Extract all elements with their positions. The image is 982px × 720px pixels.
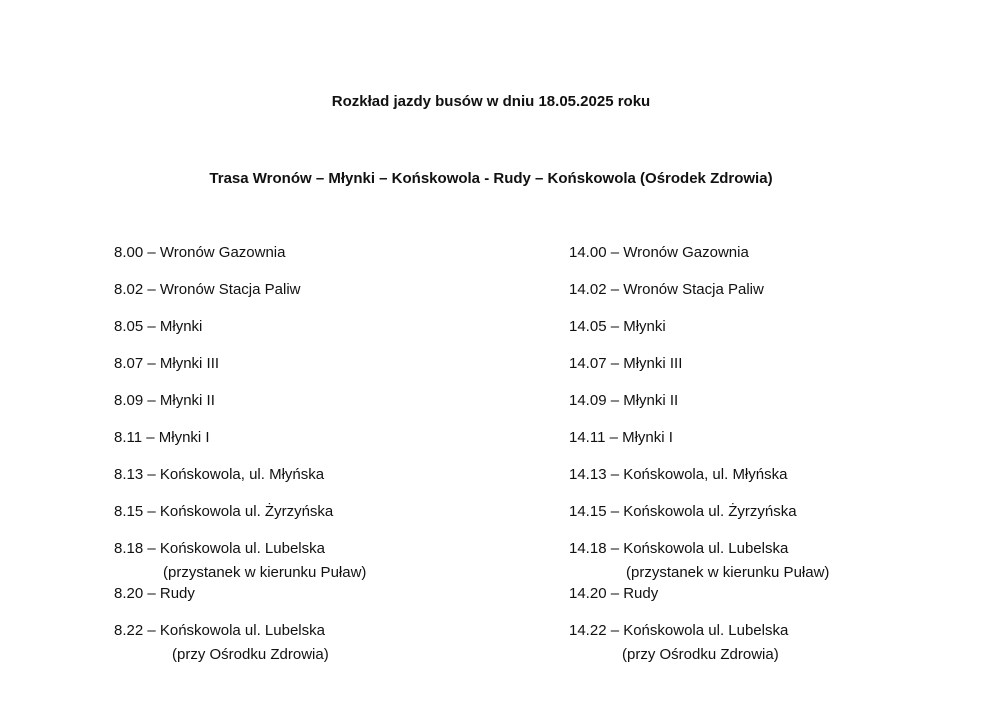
entry-note: (przy Ośrodku Zdrowia)	[172, 646, 329, 663]
entry-text: 8.09 – Młynki II	[114, 392, 215, 409]
entry-text: 8.18 – Końskowola ul. Lubelska	[114, 540, 325, 557]
entry-text: 8.00 – Wronów Gazownia	[114, 244, 286, 261]
schedule-entry	[114, 318, 534, 336]
schedule-entry	[114, 585, 534, 603]
schedule-entry	[114, 429, 534, 447]
entry-note: (przy Ośrodku Zdrowia)	[622, 646, 779, 663]
route-heading: Trasa Wronów – Młynki – Końskowola - Rudy – Końskowola (Ośrodek Zdrowia)	[209, 170, 773, 187]
morning-schedule	[114, 244, 534, 664]
afternoon-schedule	[569, 244, 969, 664]
schedule-entry	[569, 429, 969, 447]
schedule-entry	[114, 392, 534, 410]
entry-text: 14.07 – Młynki III	[569, 355, 683, 372]
schedule-entry	[569, 281, 969, 299]
entry-text: 14.09 – Młynki II	[569, 392, 679, 409]
schedule-entry	[114, 466, 534, 484]
entry-text: 14.18 – Końskowola ul. Lubelska	[569, 540, 789, 557]
entry-text: 8.11 – Młynki I	[114, 429, 210, 446]
entry-note: (przystanek w kierunku Puław)	[163, 564, 367, 581]
schedule-entry	[569, 466, 969, 484]
entry-text: 8.07 – Młynki III	[114, 355, 220, 372]
schedule-entry	[569, 540, 969, 582]
schedule-entry	[569, 318, 969, 336]
schedule-entry	[114, 281, 534, 299]
entry-text: 14.05 – Młynki	[569, 318, 666, 335]
entry-text: 8.05 – Młynki	[114, 318, 203, 335]
entry-text: 14.13 – Końskowola, ul. Młyńska	[569, 466, 788, 483]
schedule-entry	[114, 355, 534, 373]
schedule-entry	[114, 622, 534, 664]
entry-text: 14.20 – Rudy	[569, 585, 659, 602]
schedule-entry	[114, 540, 534, 582]
schedule-entry	[114, 244, 534, 262]
entry-text: 14.11 – Młynki I	[569, 429, 673, 446]
schedule-entry	[569, 585, 969, 603]
entry-text: 14.00 – Wronów Gazownia	[569, 244, 749, 261]
entry-text: 8.22 – Końskowola ul. Lubelska	[114, 622, 325, 639]
entry-text: 8.02 – Wronów Stacja Paliw	[114, 281, 301, 298]
entry-text: 14.22 – Końskowola ul. Lubelska	[569, 622, 789, 639]
entry-note: (przystanek w kierunku Puław)	[626, 564, 830, 581]
entry-text: 8.20 – Rudy	[114, 585, 195, 602]
entry-text: 8.15 – Końskowola ul. Żyrzyńska	[114, 503, 334, 520]
schedule-entry	[569, 244, 969, 262]
schedule-entry	[569, 355, 969, 373]
schedule-entry	[569, 503, 969, 521]
entry-text: 8.13 – Końskowola, ul. Młyńska	[114, 466, 325, 483]
schedule-entry	[569, 392, 969, 410]
entry-text: 14.02 – Wronów Stacja Paliw	[569, 281, 764, 298]
schedule-entry	[569, 622, 969, 664]
entry-text: 14.15 – Końskowola ul. Żyrzyńska	[569, 503, 797, 520]
document-title: Rozkład jazdy busów w dniu 18.05.2025 roku	[331, 93, 651, 110]
schedule-entry	[114, 503, 534, 521]
